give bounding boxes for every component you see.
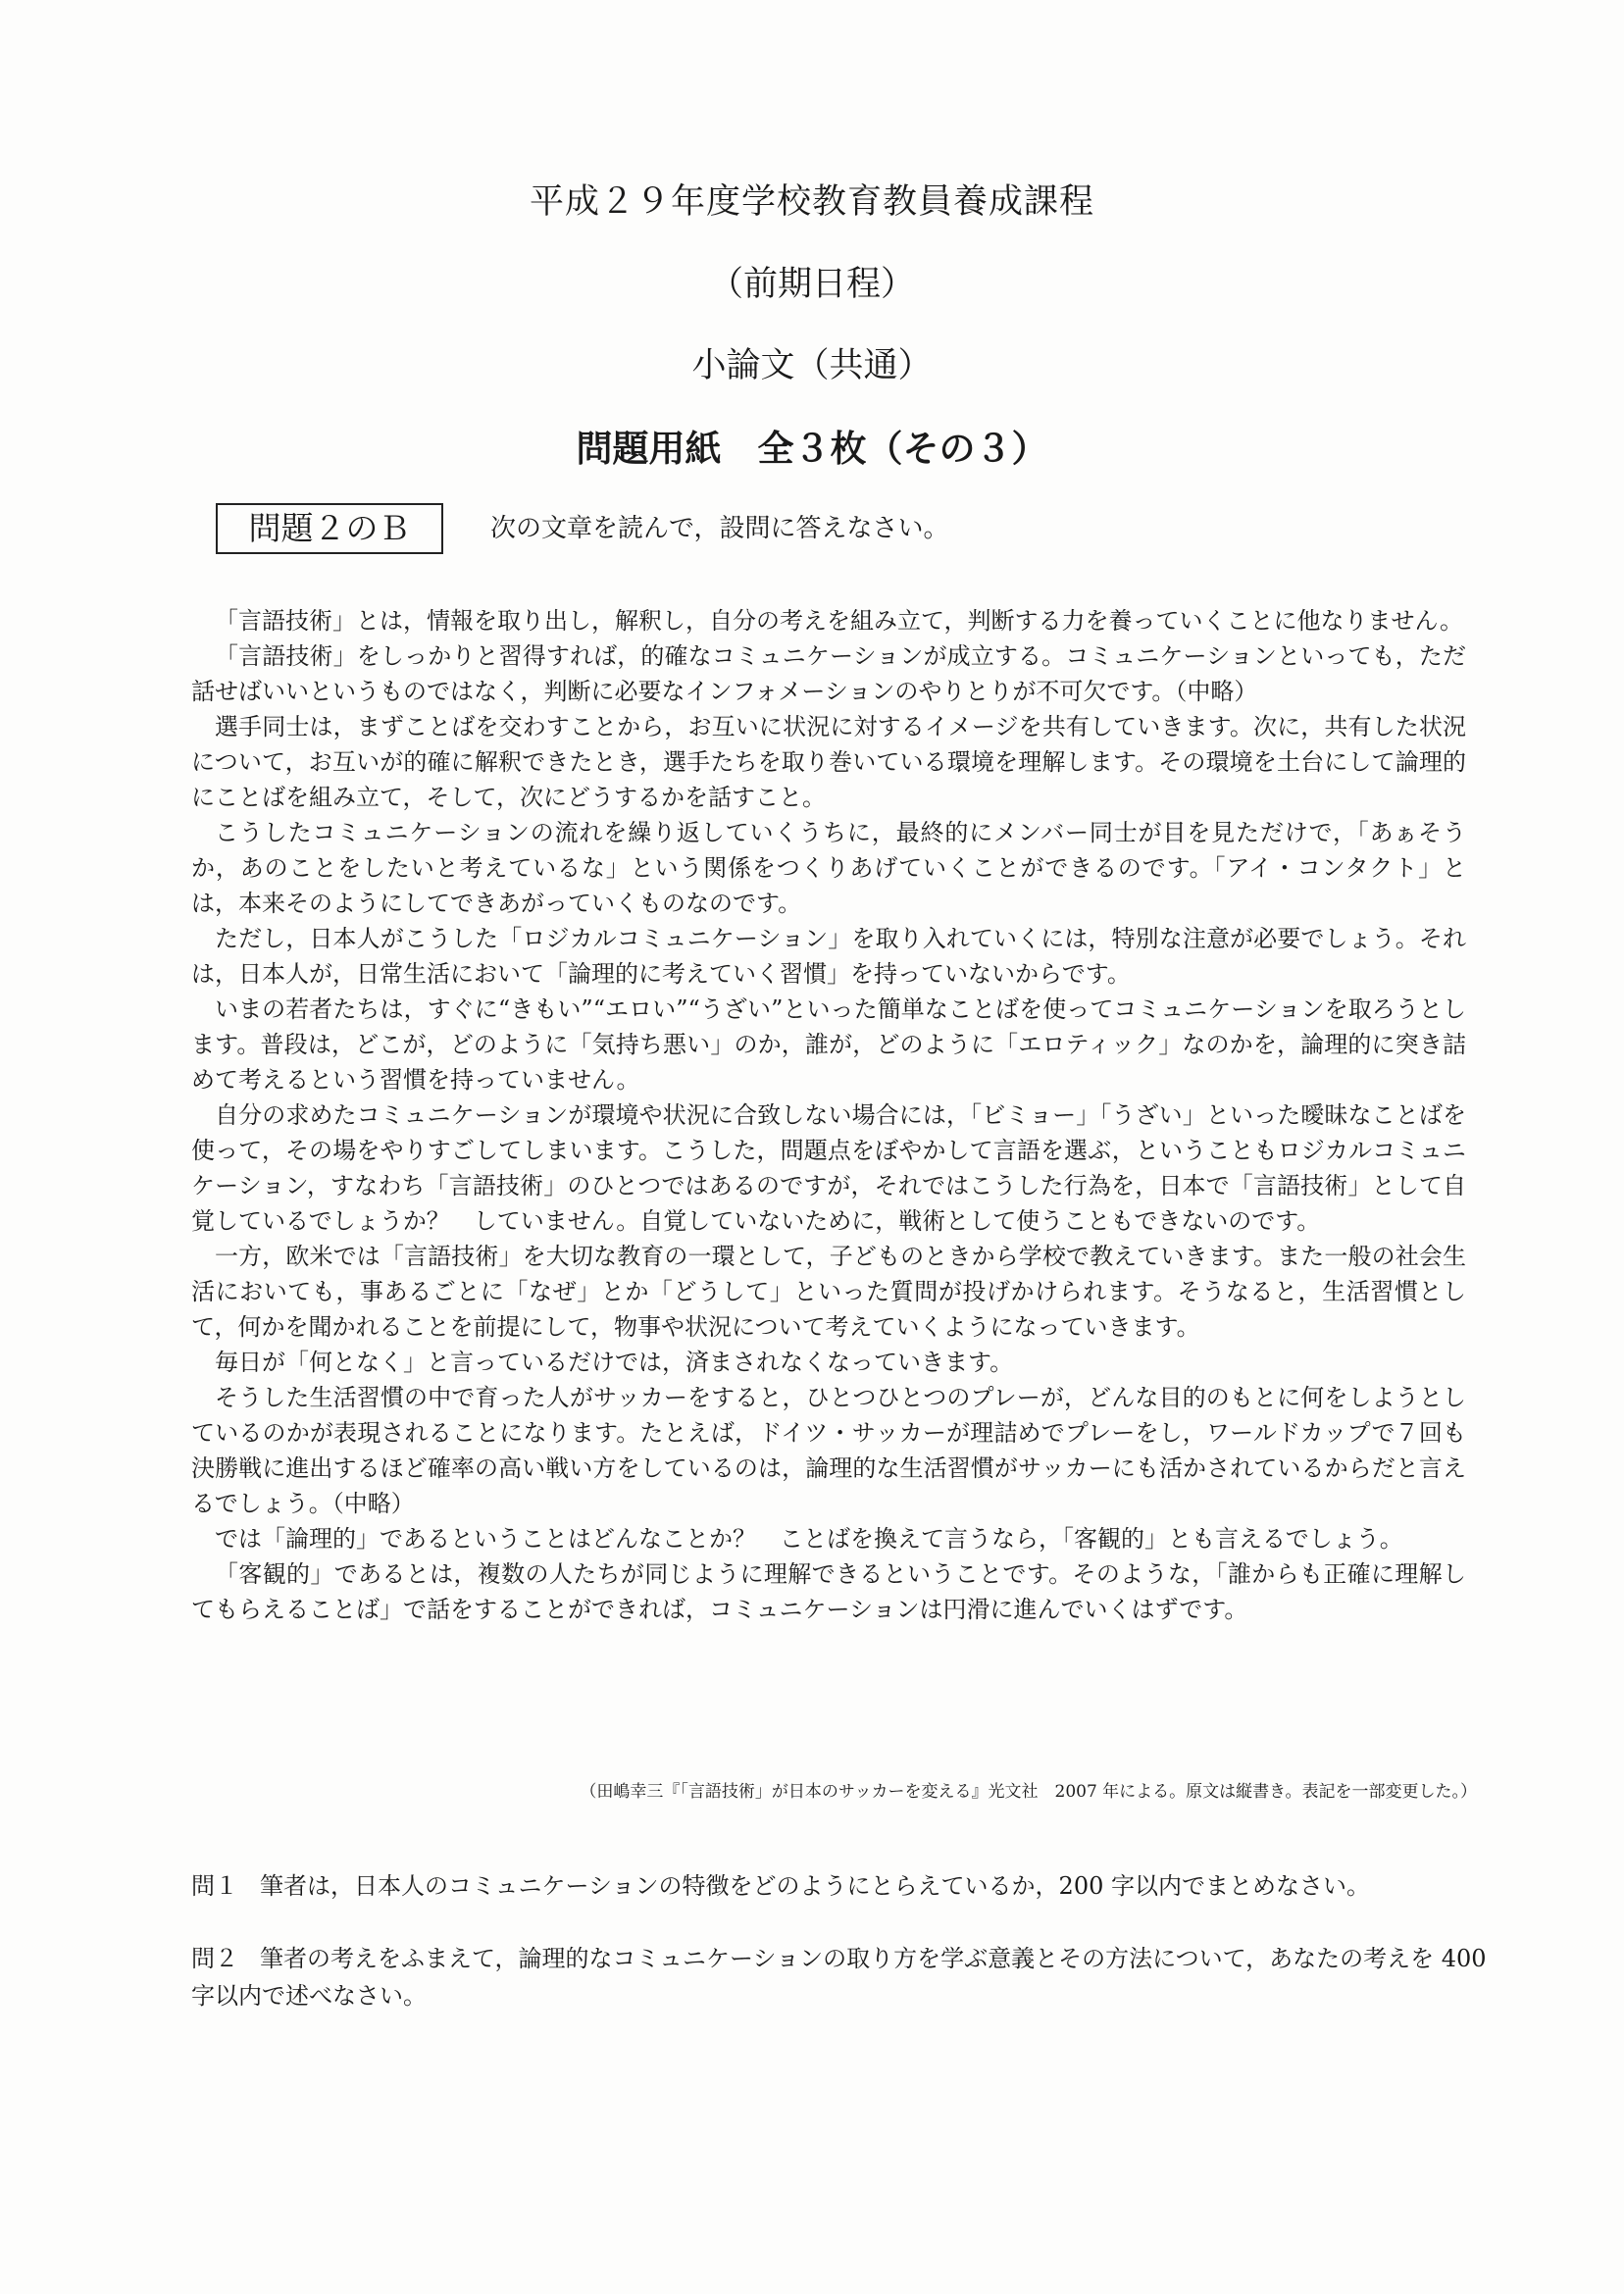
passage-paragraph: ただし，日本人がこうした「ロジカルコミュニケーション」を取り入れていくには，特別な注意が必要でしょう。それは，日本人が，日常生活において「論理的に考えていく習慣」を持っていないからです。 (191, 925, 1466, 988)
problem-instruction: 次の文章を読んで，設問に答えなさい。 (490, 514, 949, 543)
exam-subject: 小論文（共通） (691, 346, 933, 385)
reading-passage (191, 603, 1466, 1627)
question-text: 筆者の考えをふまえて，論理的なコミュニケーションの取り方を学ぶ意義とその方法について，あなたの考えを 400 字以内で述べなさい。 (191, 1945, 1487, 2010)
passage-paragraph: 選手同士は，まずことばを交わすことから，お互いに状況に対するイメージを共有していきます。次に，共有した状況について，お互いが的確に解釈できたとき，選手たちを取り巻いている環境を理解します。その環境を土台にして論理的にことばを組み立て，そして，次にどうするかを話すこと。 (191, 713, 1466, 811)
question-2 (191, 1940, 1496, 2014)
passage-paragraph: 自分の求めたコミュニケーションが環境や状況に合致しない場合には，「ビミョー」「うざい」といった曖昧なことばを使って，その場をやりすごしてしまいます。こうした，問題点をぼやかして言語を選ぶ，ということもロジカルコミュニケーション，すなわち「言語技術」のひとつではあるのですが，それではこうした行為を，日本で「言語技術」として自覚しているでしょうか？ していません。自覚していないために，戦術として使うこともできないのです。 (191, 1101, 1466, 1235)
passage-paragraph: こうしたコミュニケーションの流れを繰り返していくうちに，最終的にメンバー同士が目を見ただけで，「あぁそうか，あのことをしたいと考えているな」という関係をつくりあげていくことができるのです。「アイ・コンタクト」とは，本来そのようにしてできあがっていくものなのです。 (191, 819, 1466, 917)
exam-schedule: （前期日程） (708, 265, 915, 304)
problem-label-box: 問題２のＢ (216, 503, 443, 554)
sheet-info: 問題用紙 全３枚（その３） (576, 427, 1048, 470)
question-number: 問１ (191, 1872, 238, 1900)
question-number: 問２ (191, 1945, 238, 1972)
passage-paragraph: では「論理的」であるということはどんなことか？ ことばを換えて言うなら，「客観的」とも言えるでしょう。 (215, 1525, 1403, 1553)
passage-paragraph: 毎日が「何となく」と言っているだけでは，済まされなくなっていきます。 (215, 1349, 1014, 1376)
passage-paragraph: 「言語技術」をしっかりと習得すれば，的確なコミュニケーションが成立する。コミュニケーションといっても，ただ話せばいいというものではなく，判断に必要なインフォメーションのやりとりが不可欠です。（中略） (191, 642, 1466, 705)
passage-paragraph: 一方，欧米では「言語技術」を大切な教育の一環として，子どものときから学校で教えていきます。また一般の社会生活においても，事あるごとに「なぜ」とか「どうして」といった質問が投げかけられます。そうなると，生活習慣として，何かを聞かれることを前提にして，物事や状況について考えていくようになっていきます。 (191, 1243, 1466, 1341)
passage-paragraph: そうした生活習慣の中で育った人がサッカーをすると，ひとつひとつのプレーが，どんな目的のもとに何をしようとしているのかが表現されることになります。たとえば，ドイツ・サッカーが理詰めでプレーをし，ワールドカップで７回も決勝戦に進出するほど確率の高い戦い方をしているのは，論理的な生活習慣がサッカーにも活かされているからだと言えるでしょう。（中略） (191, 1384, 1466, 1517)
passage-paragraph: 「言語技術」とは，情報を取り出し，解釈し，自分の考えを組み立て，判断する力を養っていくことに他なりません。 (215, 607, 1463, 635)
exam-title: 平成２９年度学校教育教員養成課程 (529, 182, 1094, 222)
passage-paragraph: いまの若者たちは，すぐに“きもい”“エロい”“うざい”といった簡単なことばを使ってコミュニケーションを取ろうとします。普段は，どこが，どのように「気持ち悪い」のか，誰が，どのように「エロティック」なのかを，論理的に突き詰めて考えるという習慣を持っていません。 (191, 995, 1466, 1094)
question-text: 筆者は，日本人のコミュニケーションの特徴をどのようにとらえているか，200 字以内でまとめなさい。 (260, 1872, 1370, 1900)
question-1 (191, 1867, 1496, 1905)
source-citation: （田嶋幸三『「言語技術」が日本のサッカーを変える』光文社 2007 年による。原文は縦書き。表記を一部変更した。） (580, 1782, 1477, 1802)
passage-paragraph: 「客観的」であるとは，複数の人たちが同じように理解できるということです。そのような，「誰からも正確に理解してもらえることば」で話をすることができれば，コミュニケーションは円滑に進んでいくはずです。 (191, 1560, 1466, 1623)
